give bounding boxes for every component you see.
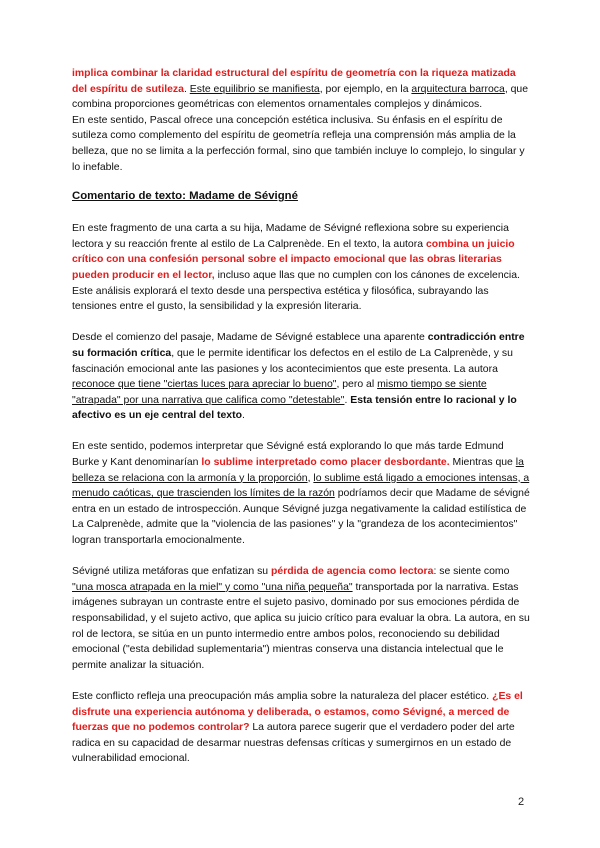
paragraph-intro bbox=[72, 221, 530, 315]
document-page bbox=[72, 66, 530, 767]
text-run: En este sentido, podemos interpretar que Sévigné está explorando lo que más tarde Edmund Burke y Kant denominarían bbox=[72, 441, 504, 469]
underlined-text: reconoce que tiene "ciertas luces para apreciar lo bueno" bbox=[72, 379, 337, 391]
text-run: Desde el comienzo del pasaje, Madame de Sévigné establece una aparente bbox=[72, 332, 428, 344]
underlined-text: arquitectura barroca bbox=[411, 83, 505, 95]
text-run: : se siente como bbox=[433, 566, 510, 578]
underlined-text: mismo tiempo se siente "atrapada" por una narrativa que califica como "detestable" bbox=[72, 379, 487, 406]
text-run: incluso aque llas que no cumplen con los cánones de excelencia. Este análisis explorará el texto desde una perspectiva estética y filosófica, subrayando las tensiones entre el gusto, la sensibilidad y la expresión literaria. bbox=[72, 269, 520, 313]
paragraph-conflict bbox=[72, 689, 530, 767]
text-run: transportada por la narrativa. Estas imágenes subrayan un contraste entre el sujeto pasivo, dominado por sus emociones pérdida de responsabilidad, y el sujeto activo, que aplica su juicio crítico para evaluar la obra. La autora, en su rol de lectora, se sitúa en un punto intermedio entre ambos polos, reconociendo su debilidad emocional ("esta debilidad suplementaria") mientras conserva una distancia intelectual que le permite analizar la situación. bbox=[72, 581, 530, 671]
paragraph-pascal: En este sentido, Pascal ofrece una concepción estética inclusiva. Su énfasis en el espíritu de sutileza como complemento del espíritu de geometría refleja una comprensión más amplia de la belleza, que no se limita a la perfección formal, sino que también incluye lo complejo, lo singular y lo inefable. bbox=[72, 114, 525, 173]
underlined-text: "una mosca atrapada en la miel" y como "una niña pequeña" bbox=[72, 581, 353, 593]
text-run: En este fragmento de una carta a su hija, Madame de Sévigné reflexiona sobre su experiencia lectora y su reacción frente al estilo de La Calprenède. En el texto, la autora bbox=[72, 223, 509, 250]
text-run: Mientras que bbox=[449, 457, 516, 469]
text-run: Este conflicto refleja una preocupación más amplia sobre la naturaleza del placer estético. bbox=[72, 690, 493, 702]
bold-text: Esta tensión entre lo racional y lo afectivo es un eje central del texto bbox=[72, 394, 517, 422]
text-run: . bbox=[344, 394, 351, 406]
highlight-red: pérdida de agencia como lectora bbox=[271, 566, 434, 578]
paragraph-metaphors bbox=[72, 564, 530, 673]
underlined-text: la belleza se relaciona con la armonía y la proporción bbox=[72, 457, 524, 484]
text-run: , que le permite identificar los defectos en el estilo de La Calprenède, y su fascinación emocional ante las pasiones y los acontecimientos que este presenta. La autora bbox=[72, 347, 513, 375]
text-run: podríamos decir que Madame de sévigné entra en un estado de introspección. Aunque Sévigné juzga negativamente la calidad estilística de La Calprenède, admite que la "violencia de las pasiones" y la "grandeza de los acontecimientos" logran transportarla emocionalmente. bbox=[72, 488, 530, 547]
highlight-red: combina un juicio crítico con una confesión personal sobre el impacto emocional que las obras literarias pueden producir en el lector, bbox=[72, 238, 515, 281]
text-run: , por ejemplo, en la bbox=[319, 83, 412, 95]
highlight-red: ¿Es el disfrute una experiencia autónoma y deliberada, o estamos, como Sévigné, a merced de fuerzas que no podemos controlar? bbox=[72, 690, 523, 734]
underlined-text: lo sublime está ligado a emociones intensas, a menudo caóticas, que trascienden los límites de la razón bbox=[72, 472, 530, 500]
text-run: , pero al bbox=[336, 379, 378, 391]
paragraph-contradiction bbox=[72, 330, 530, 424]
paragraph-sublime bbox=[72, 439, 530, 548]
highlight-red: implica combinar la claridad estructural del espíritu de geometría con la riqueza matizada del espíritu de sutileza bbox=[72, 68, 516, 95]
text-run: Sévigné utiliza metáforas que enfatizan su bbox=[72, 566, 272, 578]
text-run: . bbox=[183, 83, 190, 95]
text-run: , bbox=[307, 472, 314, 484]
text-run: , que combina proporciones geométricas con elementos ornamentales complejos y dinámicos. bbox=[72, 83, 529, 111]
text-run: La autora parece sugerir que el verdadero poder del arte radica en su capacidad de desarmar nuestras defensas críticas y sumergirnos en un estado de vulnerabilidad emocional. bbox=[72, 722, 515, 765]
section-heading: Comentario de texto: Madame de Sévigné bbox=[72, 190, 298, 203]
text-run: . bbox=[241, 410, 245, 422]
highlight-red: lo sublime interpretado como placer desbordante. bbox=[201, 457, 450, 469]
page-number: 2 bbox=[518, 796, 525, 808]
paragraph-geometry bbox=[72, 66, 530, 113]
underlined-text: Este equilibrio se manifiesta bbox=[189, 83, 320, 95]
bold-text: contradicción entre su formación crítica bbox=[72, 332, 525, 359]
